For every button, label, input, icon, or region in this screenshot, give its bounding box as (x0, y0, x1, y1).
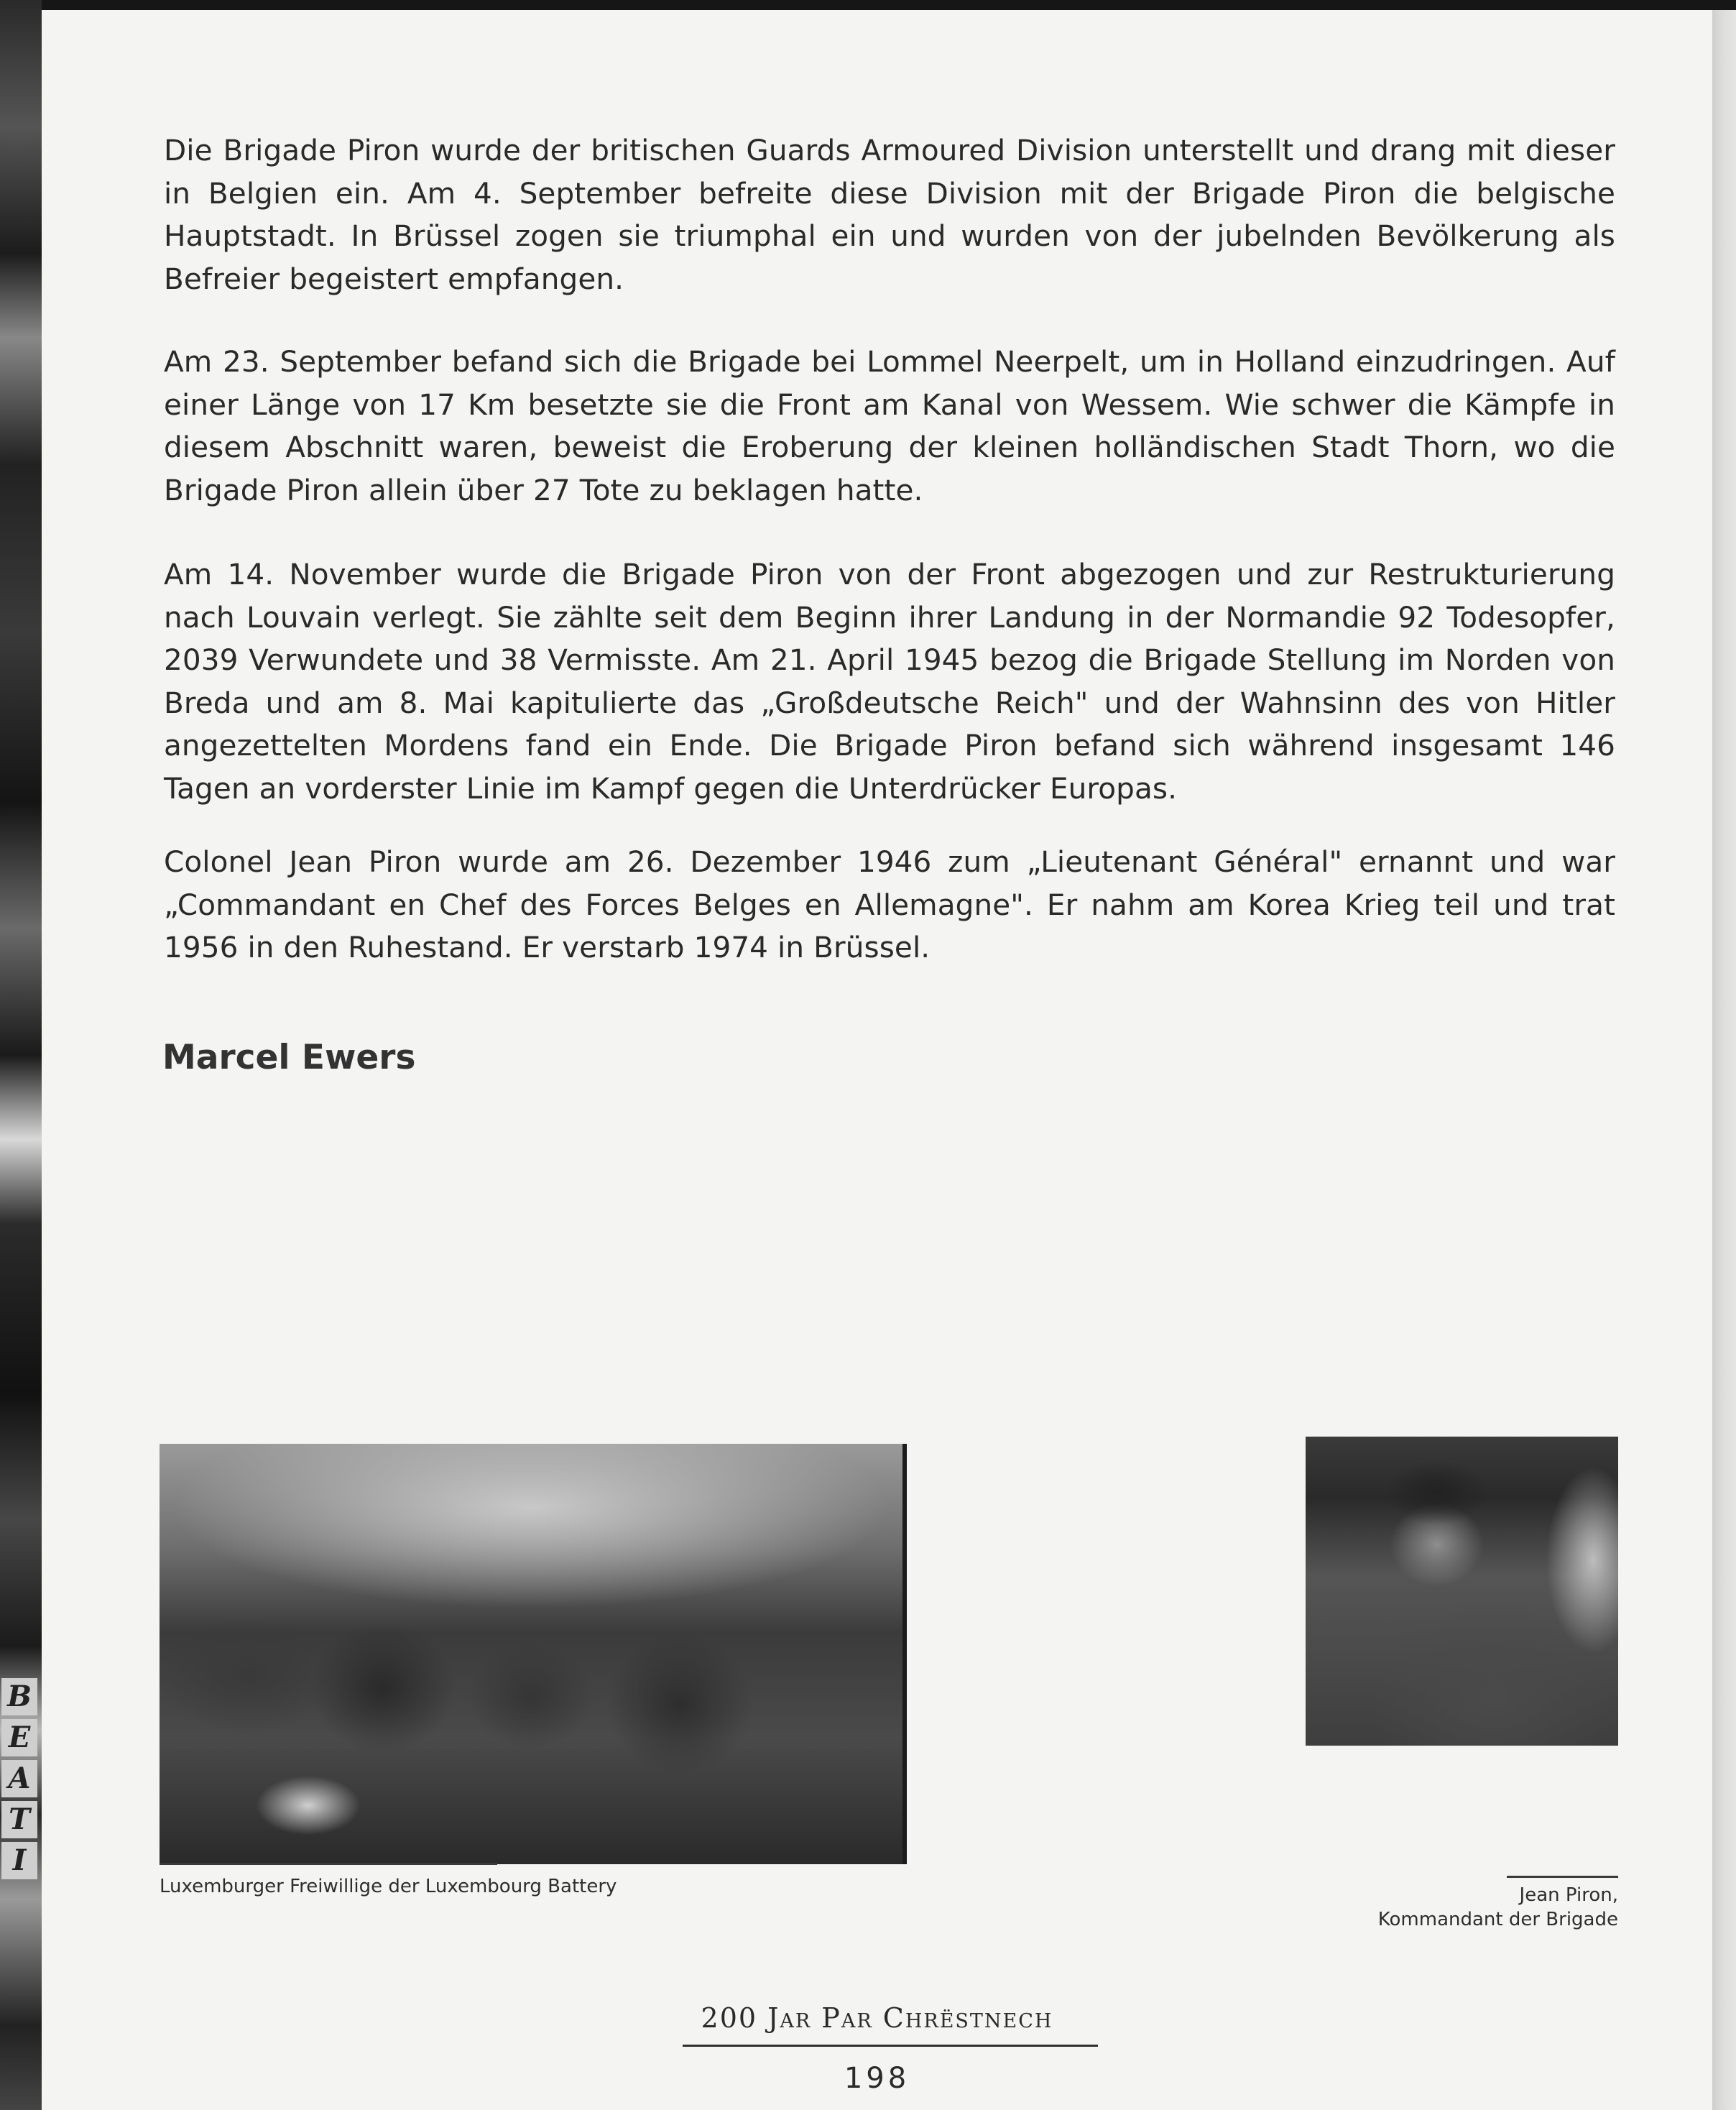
paragraph-4 (164, 841, 1615, 969)
book-page (42, 10, 1712, 2110)
section-heading: Marcel Ewers (162, 1038, 416, 1077)
margin-glyph: B (1, 1678, 37, 1715)
caption-line: Kommandant der Brigade (1377, 1909, 1618, 1930)
scan-top-band (0, 0, 1736, 10)
caption-line: Jean Piron, (1519, 1884, 1618, 1906)
paragraph-3 (164, 553, 1615, 810)
margin-glyph: A (1, 1760, 37, 1797)
page-edge-right (1712, 10, 1736, 2110)
soldiers-photo (160, 1444, 902, 1864)
paragraph-text: Die Brigade Piron wurde der britischen Guards Armoured Division unterstellt und drang mit dieser in Belgien ein. Am 4. September befreite diese Division mit der Brigade Piron die belgische Hauptstadt. In Brüssel zogen sie triumphal ein und wurden von der jubelnden Bevölkerung als Befreier begeistert empfangen. (164, 133, 1615, 296)
footer-rule (683, 2045, 1098, 2047)
paragraph-text: Am 23. September befand sich die Brigade bei Lommel Neerpelt, um in Holland einzudringen. Auf einer Länge von 17 Km besetzte sie die Front am Kanal von Wessem. Wie schwer die Kämpfe in diesem Abschnitt waren, beweist die Eroberung der kleinen holländischen Stadt Thorn, wo die Brigade Piron allein über 27 Tote zu beklagen hatte. (164, 344, 1615, 507)
paragraph-text: Colonel Jean Piron wurde am 26. Dezember 1946 zum „Lieutenant Général" ernannt und war „Commandant en Chef des Forces Belges en Allemagne". Er nahm am Korea Krieg teil und trat 1956 in den Ruhestand. Er verstarb 1974 in Brüssel. (164, 844, 1615, 964)
running-footer-title: 200 Jar Par Chrëstnech (701, 2002, 1053, 2034)
page-number: 198 (844, 2062, 910, 2095)
caption-rule (160, 1863, 497, 1865)
margin-glyph: I (1, 1842, 37, 1879)
facing-page-edge (0, 0, 42, 2110)
paragraph-1 (164, 129, 1615, 300)
portrait-photo (1306, 1437, 1618, 1746)
caption-rule (1507, 1876, 1618, 1878)
margin-glyph: E (1, 1719, 37, 1756)
photo-caption-left: Luxemburger Freiwillige der Luxembourg Battery (160, 1876, 617, 1897)
paragraph-2 (164, 341, 1615, 512)
margin-glyph: T (1, 1801, 37, 1838)
paragraph-text: Am 14. November wurde die Brigade Piron von der Front abgezogen und zur Restrukturierung nach Louvain verlegt. Sie zählte seit dem Beginn ihrer Landung in der Normandie 92 Todesopfer, 2039 Verwundete und 38 Vermisste. Am 21. April 1945 bezog die Brigade Stellung im Norden von Breda und am 8. Mai kapitulierte das „Großdeutsche Reich" und der Wahnsinn des von Hitler angezettelten Mordens fand ein Ende. Die Brigade Piron befand sich während insgesamt 146 Tagen an vorderster Linie im Kampf gegen die Unterdrücker Europas. (164, 557, 1615, 806)
photo-caption-right (1331, 1883, 1618, 1932)
